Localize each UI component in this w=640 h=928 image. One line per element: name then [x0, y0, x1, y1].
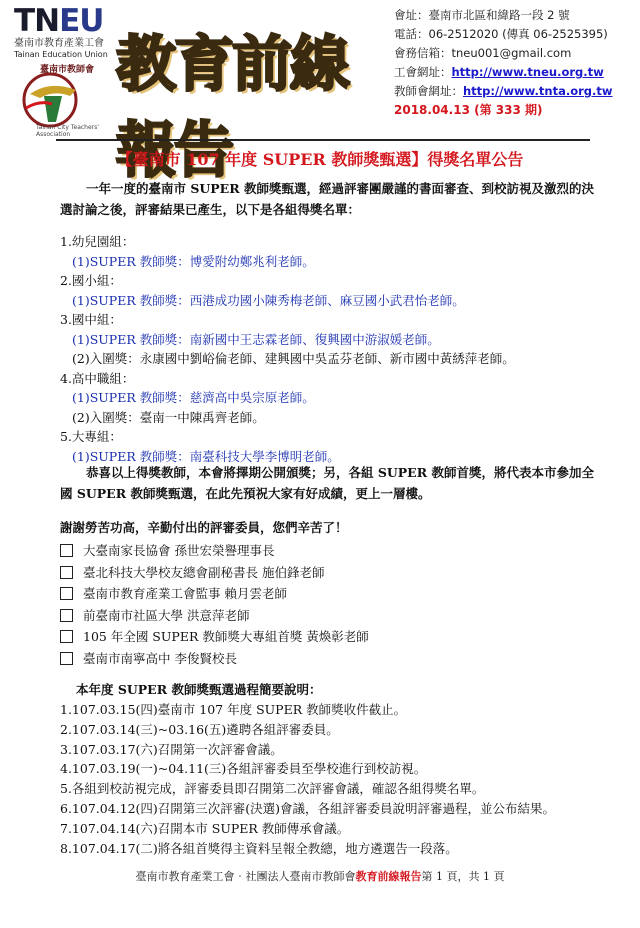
checkbox-icon [60, 544, 73, 557]
award-label: (1)SUPER 教師獎： [72, 292, 190, 308]
award-label: (1)SUPER 教師獎： [72, 390, 190, 405]
award-label: (1)SUPER 教師獎： [72, 331, 190, 347]
judge-name: 前臺南市社區大學 洪意萍老師 [83, 607, 250, 623]
award-names: 博愛附幼鄭兆利老師。 [189, 253, 315, 269]
association-name-en: Tainan City Teachers' Association [36, 124, 99, 138]
judge-name: 105 年全國 SUPER 教師獎大專組首獎 黃煥彰老師 [83, 629, 369, 644]
footer-publication: 教育前線報告 [355, 870, 422, 883]
award-category: 4.高中職組： [60, 370, 135, 386]
award-label: (2)入圍獎： [72, 409, 140, 425]
judge-item [60, 605, 600, 627]
award-category: 3.國中組： [60, 312, 122, 327]
checkbox-icon [60, 652, 73, 665]
judge-item [60, 540, 600, 562]
phone-row: 電話：06-2512020 (傳真 06-2525395) [394, 27, 608, 41]
contact-block [394, 6, 640, 120]
tneu-logo-en: Tainan Education Union [14, 50, 108, 59]
judge-name: 臺北科技大學校友總會副秘書長 施伯鋒老師 [83, 564, 325, 580]
award-names: 南臺科技大學李博明老師。 [189, 448, 340, 464]
award-line [60, 408, 600, 428]
judge-item [60, 648, 600, 670]
judge-name: 大臺南家長協會 孫世宏榮譽理事長 [83, 543, 275, 558]
process-heading: 本年度 SUPER 教師獎甄選過程簡要說明： [76, 682, 322, 697]
judges-list [60, 540, 600, 669]
union-site-link[interactable]: http://www.tneu.org.tw [451, 65, 604, 79]
process-item: 6.107.04.12(四)召開第三次評審(決選)會議，各組評審委員說明評審過程，並公布結果。 [60, 800, 556, 816]
tneu-logo-cn: 臺南市教育產業工會 [14, 38, 104, 49]
teachers-association-logo [10, 60, 108, 138]
header-divider [56, 139, 590, 141]
footer-page: 第 1 頁，共 1 頁 [421, 870, 505, 883]
process-item: 2.107.03.14(三)~03.16(五)遴聘各組評審委員。 [60, 721, 339, 737]
tneu-logo-text: TNEU [14, 3, 104, 39]
congrats-paragraph [60, 462, 600, 504]
teacher-site-row: 教師會網址：http://www.tnta.org.tw [394, 84, 613, 98]
award-line [60, 388, 600, 408]
checkbox-icon [60, 587, 73, 600]
process-item: 4.107.03.19(一)~04.11(三)各組評審委員至學校進行到校訪視。 [60, 761, 427, 777]
judge-item [60, 626, 600, 648]
award-line [60, 349, 600, 369]
award-names: 臺南一中陳禹齊老師。 [139, 409, 265, 425]
address-row: 會址：臺南市北區和緯路一段 2 號 [394, 8, 570, 22]
award-label: (1)SUPER 教師獎： [72, 448, 190, 464]
award-line [60, 252, 600, 272]
process-list [60, 700, 620, 858]
award-list [60, 232, 600, 466]
process-item: 1.107.03.15(四)臺南市 107 年度 SUPER 教師獎收件截止。 [60, 702, 407, 717]
teacher-site-link[interactable]: http://www.tnta.org.tw [463, 84, 613, 98]
issue-date: 2018.04.13 (第 333 期) [394, 103, 543, 117]
process-item: 7.107.04.14(六)召開本市 SUPER 教師傳承會議。 [60, 820, 350, 836]
footer-org: 臺南市教育產業工會‧社團法人臺南市教師會 [135, 870, 356, 883]
judge-name: 臺南市教育產業工會監事 賴月雲老師 [83, 586, 287, 601]
judge-name: 臺南市南寧高中 李俊賢校長 [83, 650, 237, 666]
checkbox-icon [60, 609, 73, 622]
award-names: 慈濟高中吳宗原老師。 [189, 390, 315, 405]
award-names: 永康國中劉峪倫老師、建興國中吳孟芬老師、新市國中黃綉萍老師。 [139, 351, 515, 366]
process-item: 5.各組到校訪視完成，評審委員即召開第二次評審會議，確認各組得獎名單。 [60, 781, 485, 797]
judge-item [60, 583, 600, 605]
tneu-logo [14, 4, 126, 60]
award-line [60, 291, 600, 311]
congrats-text: 恭喜以上得獎教師，本會將擇期公開頒獎；另，各組 SUPER 教師首獎，將代表本市參加全國 SUPER 教師獎甄選，在此先預祝大家有好成績，更上一層樓。 [60, 465, 594, 501]
process-item: 3.107.03.17(六)召開第一次評審會議。 [60, 741, 283, 757]
award-category: 2.國小組： [60, 273, 122, 288]
award-category: 1.幼兒園組： [60, 234, 135, 249]
award-label: (1)SUPER 教師獎： [72, 253, 190, 269]
checkbox-icon [60, 630, 73, 643]
association-name: 臺南市教師會 [40, 65, 95, 75]
intro-paragraph [60, 178, 600, 220]
page-title: 【臺南市 107 年度 SUPER 教師獎甄選】得獎名單公告 [116, 150, 524, 169]
checkbox-icon [60, 566, 73, 579]
award-line [60, 330, 600, 350]
page-footer [0, 870, 640, 884]
email-row: 會務信箱：tneu001@gmail.com [394, 46, 572, 60]
union-site-row: 工會網址：http://www.tneu.org.tw [394, 65, 604, 79]
award-names: 南新國中王志霖老師、復興國中游淑媛老師。 [189, 331, 440, 347]
award-label: (2)入圍獎： [72, 351, 140, 366]
judge-item [60, 562, 600, 584]
banner-title: 教育前線報告 [116, 30, 348, 186]
intro-text: 一年一度的臺南市 SUPER 教師獎甄選，經過評審團嚴謹的書面審查、到校訪視及激烈的決選討論之後，評審結果已產生，以下是各組得獎名單： [60, 181, 594, 217]
judges-heading: 謝謝勞苦功高，辛勤付出的評審委員，您們辛苦了！ [60, 520, 348, 535]
award-category: 5.大專組： [60, 429, 122, 444]
award-names: 西港成功國小陳秀梅老師、麻豆國小武君怡老師。 [189, 292, 465, 308]
process-item: 8.107.04.17(二)將各組首獎得主資料呈報全教總，地方遴選告一段落。 [60, 840, 458, 856]
